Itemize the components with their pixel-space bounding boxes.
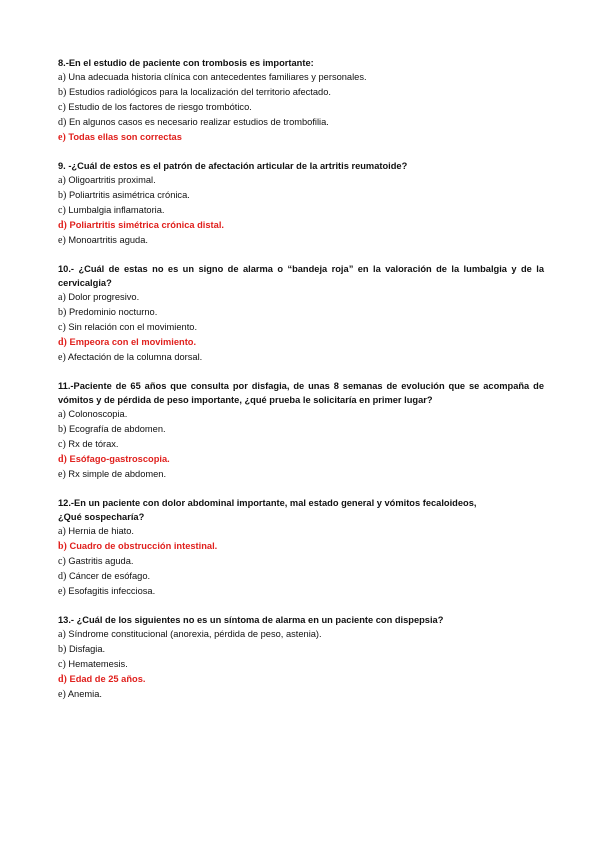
question-11 (58, 379, 544, 482)
answer-option: c) Rx de tórax. (58, 439, 119, 451)
answer-option: c) Estudio de los factores de riesgo trombótico. (58, 102, 252, 114)
answer-option: c) Lumbalgia inflamatoria. (58, 205, 165, 217)
question-10 (58, 262, 544, 365)
answer-option: b) Ecografía de abdomen. (58, 424, 166, 435)
answer-option: a) Colonoscopia. (58, 408, 128, 420)
answer-option: e) Rx simple de abdomen. (58, 469, 167, 481)
question-12 (58, 496, 544, 599)
answer-option: c) Gastritis aguda. (58, 556, 134, 568)
question-8 (58, 56, 544, 145)
answer-option: b) Disfagia. (58, 643, 106, 655)
answer-option: a) Dolor progresivo. (58, 291, 140, 303)
answer-option: d) Cáncer de esófago. (58, 571, 151, 583)
correct-answer-option: d) Empeora con el movimiento. (58, 337, 197, 349)
answer-option: e) Afectación de la columna dorsal. (58, 352, 203, 364)
answer-option: e) Monoartritis aguda. (58, 235, 148, 247)
exam-page (58, 56, 544, 716)
answer-option: b) Poliartritis asimétrica crónica. (58, 190, 190, 202)
answer-option: e) Esofagitis infecciosa. (58, 586, 156, 598)
question-title: 13.- ¿Cuál de los siguientes no es un síntoma de alarma en un paciente con dispepsia? (58, 614, 444, 625)
answer-option: a) Oligoartritis proximal. (58, 174, 156, 186)
correct-answer-option: e) Todas ellas son correctas (58, 132, 182, 144)
answer-option: d) En algunos casos es necesario realizar estudios de trombofilia. (58, 117, 329, 129)
question-title: 8.-En el estudio de paciente con trombosis es importante: (58, 58, 314, 68)
question-13 (58, 613, 544, 702)
answer-option: b) Estudios radiológicos para la localización del territorio afectado. (58, 87, 331, 99)
answer-option: a) Hernia de hiato. (58, 525, 135, 537)
answer-option: c) Sin relación con el movimiento. (58, 322, 198, 334)
correct-answer-option: b) Cuadro de obstrucción intestinal. (58, 540, 218, 552)
question-9 (58, 159, 544, 248)
question-title: 10.- ¿Cuál de estas no es un signo de alarma o “bandeja roja” en la valoración de la lumbalgia y de la cervicalgia? (58, 263, 544, 288)
answer-option: a) Una adecuada historia clínica con antecedentes familiares y personales. (58, 72, 367, 83)
answer-option: a) Síndrome constitucional (anorexia, pérdida de peso, astenia). (58, 628, 322, 640)
question-title: 12.-En un paciente con dolor abdominal importante, mal estado general y vómitos fecaloideos, ¿Qué sospecharía? (58, 497, 477, 522)
answer-option: c) Hematemesis. (58, 659, 128, 671)
correct-answer-option: d) Edad de 25 años. (58, 674, 146, 686)
question-title: 11.-Paciente de 65 años que consulta por disfagia, de unas 8 semanas de evolución que se acompaña de vómitos y de pérdida de peso importante, ¿qué prueba le solicitaría en primer lugar? (58, 380, 544, 405)
answer-option: b) Predominio nocturno. (58, 307, 158, 319)
correct-answer-option: d) Poliartritis simétrica crónica distal. (58, 220, 224, 232)
answer-option: e) Anemia. (58, 689, 102, 701)
question-title: 9. -¿Cuál de estos es el patrón de afectación articular de la artritis reumatoide? (58, 160, 408, 171)
correct-answer-option: d) Esófago-gastroscopia. (58, 454, 170, 466)
